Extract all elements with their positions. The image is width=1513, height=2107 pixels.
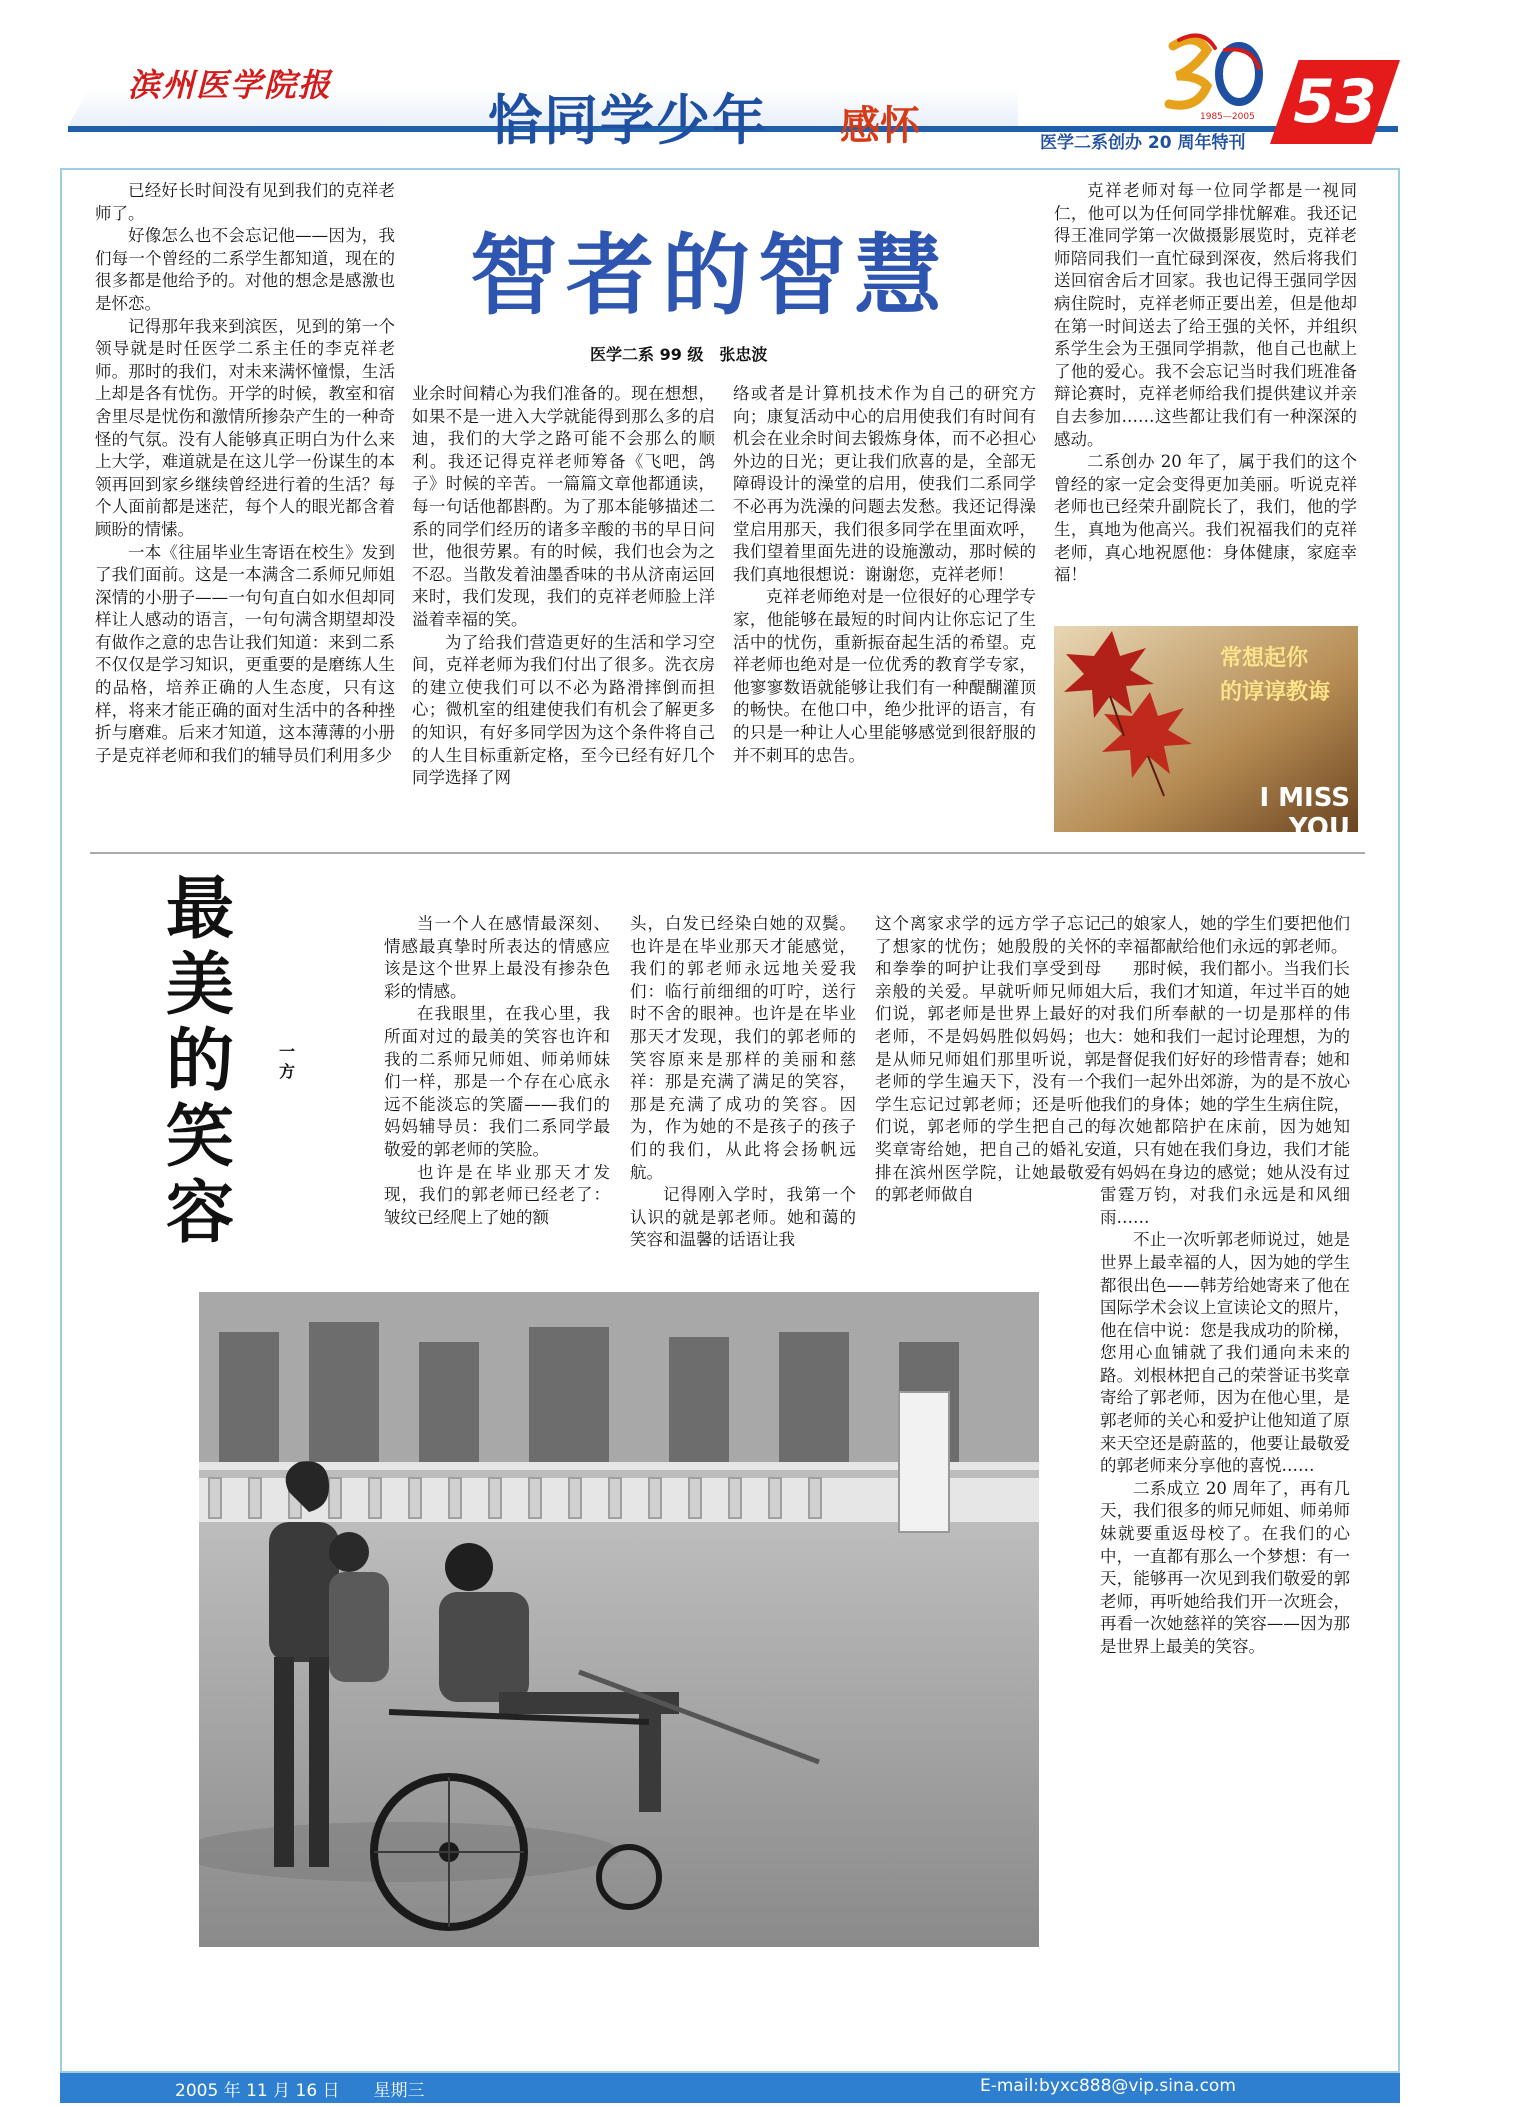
article-divider xyxy=(90,852,1365,854)
footer-date: 2005 年 11 月 16 日 星期三 xyxy=(175,2081,425,2101)
article2-author: 一方 xyxy=(278,1042,295,1081)
paragraph: 这个离家求学的远方学子忘记了想家的忧伤；她殷殷的关怀和拳拳的呵护让我们享受到母亲般的关爱。早就听师兄师姐们说，郭老师是世界上最好的老师，不是妈妈胜似妈妈；也是从师兄师姐们那里听说，郭老师的学生遍天下，没有一个学生忘记过郭老师；还是听他们说，郭老师的学生把自己的奖章寄给她，把自己的婚礼安排在滨州医学院，让她最敬爱的郭老师做自 xyxy=(875,914,1101,1205)
anniversary-20-logo-icon xyxy=(1155,28,1270,123)
paragraph: 二系创办 20 年了，属于我们的这个曾经的家一定会变得更加美丽。听说克祥老师也已经荣升副院长了，我们，他的学生，真地为他高兴。我们祝福我们的克祥老师，真心地祝愿他：身体健康，家庭幸福！ xyxy=(1054,452,1357,585)
paragraph: 克祥老师绝对是一位很好的心理学专家，他能够在最短的时间内让你忘记了生活中的忧伤，重新振奋起生活的希望。克祥老师也绝对是一位优秀的教育学专家，他寥寥数语就能够让我们有一种醍醐灌顶的畅快。在他口中，绝少批评的语言，有的只是一种让人心里能够感觉到很舒服的并不刺耳的忠告。 xyxy=(733,587,1036,765)
article1-column-3 xyxy=(733,383,1036,836)
article2-column-1 xyxy=(384,913,610,1263)
title-char: 容 xyxy=(165,1174,234,1253)
article1-title: 智者的智慧 xyxy=(470,224,951,327)
paragraph: 业余时间精心为我们准备的。现在想想，如果不是一进入大学就能得到那么多的启迪，我们的大学之路可能不会那么的顺利。我还记得克祥老师筹备《飞吧，鸽子》时候的辛苦。一篇篇文章他都通读，每一句话他都斟酌。为了那本能够描述二系的同学们经历的诸多辛酸的书的早日问世，他很劳累。有的时候，我们也会为之不忍。当散发着油墨香味的书从济南运回来时，我们发现，我们的克祥老师脸上洋溢着幸福的笑。 xyxy=(412,384,715,629)
page-number: 53 xyxy=(1293,67,1377,137)
paragraph: 己的娘家人，她的学生们要把他们的幸福都献给他们永远的郭老师。 xyxy=(1100,914,1350,956)
paragraph: 也许是在毕业那天才发现，我们的郭老师已经老了：皱纹已经爬上了她的额 xyxy=(384,1162,610,1227)
article1-column-2 xyxy=(412,383,715,836)
title-char: 的 xyxy=(165,1022,234,1101)
article2-column-4 xyxy=(1100,913,1350,1823)
article2-title xyxy=(160,872,240,1272)
wheelchair-photo xyxy=(199,1292,1039,1947)
page-title: 恰同学少年 xyxy=(488,89,768,152)
image-caption-english: I MISS YOU xyxy=(1259,783,1350,843)
paragraph: 记得那年我来到滨医，见到的第一个领导就是时任医学二系主任的李克祥老师。那时的我们，对未来满怀憧憬，生活上却是各有忧伤。开学的时候，教室和宿舍里尽是忧伤和激情所掺杂产生的一种奇怪的气氛。没有人能够真正明白为什么来上大学，难道就是在这儿学一份谋生的本领再回到家乡继续曾经进行着的生活？每个人面前都是迷茫，每个人的眼光都含着顾盼的情愫。 xyxy=(95,316,395,539)
article2-column-2 xyxy=(630,913,856,1263)
article1-column-4 xyxy=(1054,180,1357,616)
title-char: 美 xyxy=(165,946,234,1025)
image-caption-line-1: 常想起你 xyxy=(1220,646,1309,671)
article1-byline: 医学二系 99 级 张忠波 xyxy=(590,345,768,364)
paragraph: 克祥老师对每一位同学都是一视同仁，他可以为任何同学排忧解难。我还记得王准同学第一次做摄影展览时，克祥老师陪同我们一直忙碌到深夜，然后将我们送回宿舍后才回家。我也记得王强同学因病住院时，克祥老师正要出差，但是他却在第一时间送去了给王强的关怀，并组织系学生会为王强同学捐款，他自己也献上了他的爱心。我不会忘记当时我们班准备辩论赛时，克祥老师给我们提供建议并亲自去参加……这些都让我们有一种深深的感动。 xyxy=(1054,181,1357,449)
paragraph: 头，白发已经染白她的双鬓。也许是在毕业那天才能感觉，我们的郭老师永远地关爱我们：临行前细细的叮咛，送行时不舍的眼神。也许是在毕业那天才发现，我们的郭老师的笑容原来是那样的美丽和慈祥：那是充满了满足的笑容，那是充满了成功的笑容。因为，作为她的不是孩子的孩子们的我们，从此将会扬帆远航。 xyxy=(630,914,856,1182)
paragraph: 好像怎么也不会忘记他——因为，我们每一个曾经的二系学生都知道，现在的很多都是他给予的。对他的想念是感激也是怀恋。 xyxy=(95,226,395,313)
page-subtitle: 感怀 xyxy=(840,103,920,149)
article1-column-1 xyxy=(95,180,395,836)
wheelchair-scene-icon xyxy=(199,1292,1039,1947)
paragraph: 络或者是计算机技术作为自己的研究方向；康复活动中心的启用使我们有时间有机会在业余时间去锻炼身体，而不必担心外边的日光；更让我们欣喜的是，全部无障碍设计的澡堂的启用，使我们二系同学不必再为洗澡的问题去发愁。我还记得澡堂启用那天，我们很多同学在里面欢呼，我们望着里面先进的设施激动，那时候的我们真地很想说：谢谢您，克祥老师！ xyxy=(733,384,1036,584)
paragraph: 为了给我们营造更好的生活和学习空间，克祥老师为我们付出了很多。洗衣房的建立使我们可以不必为路滑摔倒而担心；微机室的组建使我们有机会了解更多的知识，有好多同学因为这个条件将自己的人生目标重新定格，至今已经有好几个同学选择了网 xyxy=(412,632,715,788)
footer-email: E-mail:byxc888@vip.sina.com xyxy=(980,2076,1236,2096)
image-caption-line-2: 的谆谆教诲 xyxy=(1220,680,1331,705)
title-char: 最 xyxy=(165,870,234,949)
paragraph: 记得刚入学时，我第一个认识的就是郭老师。她和蔼的笑容和温馨的话语让我 xyxy=(630,1185,856,1250)
title-char: 笑 xyxy=(165,1098,234,1177)
paragraph: 已经好长时间没有见到我们的克祥老师了。 xyxy=(95,181,395,223)
anniversary-years: 1985—2005 xyxy=(1200,112,1255,122)
paragraph: 一本《往届毕业生寄语在校生》发到了我们面前。这是一本满含二系师兄师姐深情的小册子——一句句直白如水但却同样让人感动的语言，一句句满含期望却没有做作之意的忠告让我们知道：来到二系不仅仅是学习知识，更重要的是磨练人生的品格，培养正确的人生态度，只有这样，将来才能正确的面对生活中的各种挫折与磨难。后来才知道，这本薄薄的小册子是克祥老师和我们的辅导员们利用多少 xyxy=(95,542,395,765)
article2-column-3 xyxy=(875,913,1101,1263)
paragraph: 二系成立 20 周年了，再有几天，我们很多的师兄师姐、师弟师妹就要重返母校了。在我们的心中，一直都有那么一个梦想：有一天，能够再一次见到我们敬爱的郭老师，再听她给我们开一次班会，再看一次她慈祥的笑容——因为那是世界上最美的笑容。 xyxy=(1100,1478,1350,1656)
paragraph: 那时候，我们都小。当我们长大后，我们才知道，年过半百的她对我们所奉献的一切是那样的伟大：她和我们一起讨论理想，为的是督促我们好好的珍惜青春；她和我们一起外出郊游，为的是不放心我们的身体；她的学生生病住院，每次她都陪护在床前，因为她知道，只有她在我们身边，我们才能有妈妈在身边的感觉；她从没有过雷霆万钧，对我们永远是和风细雨…… xyxy=(1100,959,1350,1227)
special-issue-label: 医学二系创办 20 周年特刊 xyxy=(1040,133,1246,153)
paragraph: 当一个人在感情最深刻、情感最真挚时所表达的情感应该是这个世界上最没有掺杂色彩的情感。 xyxy=(384,914,610,1001)
paragraph: 不止一次听郭老师说过，她是世界上最幸福的人，因为她的学生都很出色——韩芳给她寄来了他在国际学术会议上宣读论文的照片，他在信中说：您是我成功的阶梯，您用心血铺就了我们通向未来的路。刘根林把自己的荣誉证书奖章寄给了郭老师，因为在他心里，是郭老师的关心和爱护让他知道了原来天空还是蔚蓝的，他要让最敬爱的郭老师来分享他的喜悦…… xyxy=(1100,1230,1350,1476)
paragraph: 在我眼里，在我心里，我所面对过的最美的笑容也许和我的二系师兄师姐、师弟师妹们一样，那是一个存在心底永远不能淡忘的笑靥——我们的妈妈辅导员：我们二系同学最敬爱的郭老师的笑脸。 xyxy=(384,1004,610,1159)
paper-name: 滨州医学院报 xyxy=(128,66,333,104)
